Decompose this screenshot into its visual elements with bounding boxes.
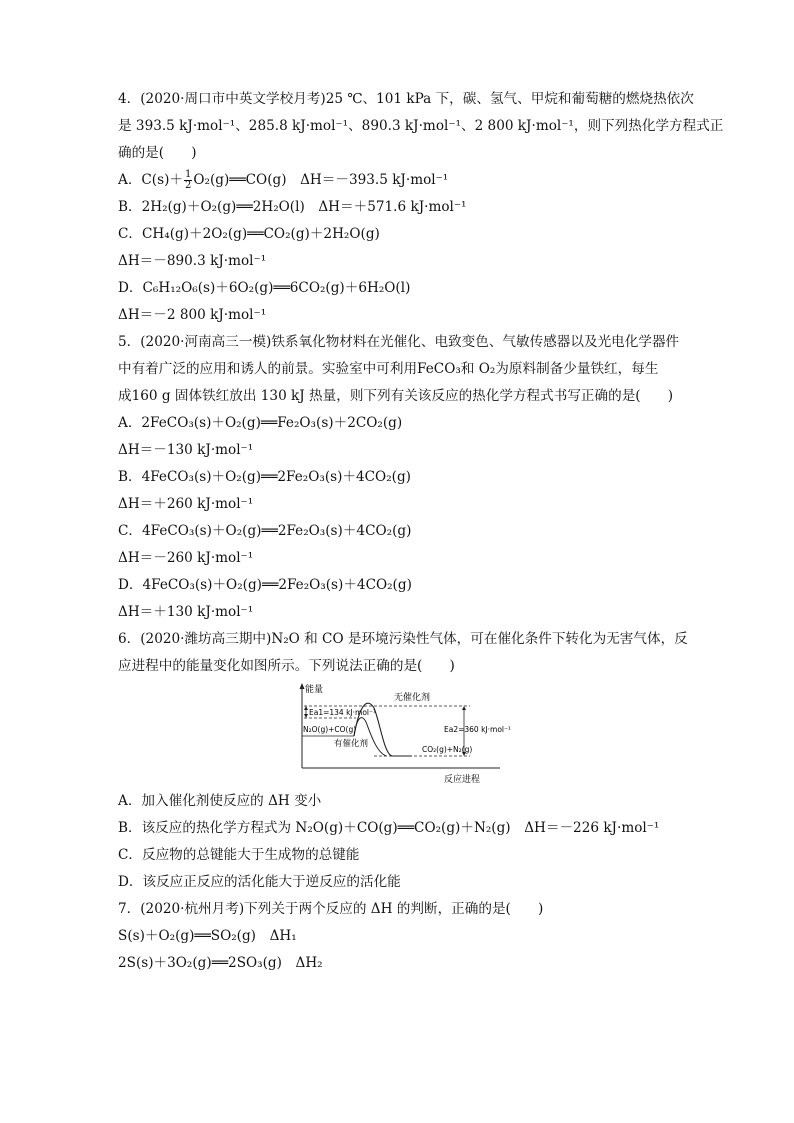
energy-diagram bbox=[294, 682, 511, 786]
y-axis-label: 能量 bbox=[305, 685, 324, 695]
ea1-arrow-head-top bbox=[304, 706, 308, 710]
q6-stem-line-1: 6．(2020·潍坊高三期中)N₂O 和 CO 是环境污染性气体，可在催化条件下转化为无害气体，反 bbox=[118, 631, 688, 647]
q5-option-b: B．4FeCO₃(s)＋O₂(g)══2Fe₂O₃(s)＋4CO₂(g) bbox=[118, 469, 411, 485]
q4-option-a-prefix: A．C(s)＋ bbox=[118, 172, 183, 188]
catalyst-curve bbox=[354, 718, 386, 756]
ea1-arrow-head-bottom bbox=[304, 714, 308, 718]
q6-option-b: B．该反应的热化学方程式为 N₂O(g)＋CO(g)══CO₂(g)＋N₂(g) ΔH＝－226 kJ·mol⁻¹ bbox=[118, 820, 660, 836]
products-label: CO₂(g)+N₂(g) bbox=[422, 745, 473, 754]
no-catalyst-label: 无催化剂 bbox=[394, 693, 431, 703]
y-axis-arrow bbox=[300, 683, 305, 689]
q5-option-b-enthalpy: ΔH＝＋260 kJ·mol⁻¹ bbox=[118, 496, 254, 512]
q4-stem-line-2: 是 393.5 kJ·mol⁻¹、285.8 kJ·mol⁻¹、890.3 kJ·mol⁻¹、2 800 kJ·mol⁻¹，则下列热化学方程式正 bbox=[118, 118, 724, 134]
with-catalyst-label: 有催化剂 bbox=[334, 739, 369, 749]
q5-option-a: A．2FeCO₃(s)＋O₂(g)══Fe₂O₃(s)＋2CO₂(g) bbox=[118, 415, 403, 431]
q4-option-c-enthalpy: ΔH＝－890.3 kJ·mol⁻¹ bbox=[118, 253, 267, 269]
ea2-label: Ea2=360 kJ·mol⁻¹ bbox=[444, 725, 511, 734]
q5-option-c: C．4FeCO₃(s)＋O₂(g)══2Fe₂O₃(s)＋4CO₂(g) bbox=[118, 523, 412, 539]
q4-option-a-suffix: O₂(g)══CO(g) ΔH＝－393.5 kJ·mol⁻¹ bbox=[193, 172, 449, 188]
q7-equation-2: 2S(s)＋3O₂(g)══2SO₃(g) ΔH₂ bbox=[118, 955, 323, 971]
q4-option-d-enthalpy: ΔH＝－2 800 kJ·mol⁻¹ bbox=[118, 307, 267, 323]
reactants-label: N₂O(g)+CO(g) bbox=[303, 725, 357, 734]
ea2-arrow-head-top bbox=[462, 706, 466, 710]
q7-stem-line-1: 7．(2020·杭州月考)下列关于两个反应的 ΔH 的判断，正确的是( ) bbox=[118, 901, 544, 917]
q5-option-d-enthalpy: ΔH＝＋130 kJ·mol⁻¹ bbox=[118, 604, 254, 620]
ea1-label: Ea1=134 kJ·mol⁻¹ bbox=[309, 708, 376, 717]
q4-option-d: D．C₆H₁₂O₆(s)＋6O₂(g)══6CO₂(g)＋6H₂O(l) bbox=[118, 280, 411, 296]
fraction-numerator: 1 bbox=[185, 169, 192, 180]
document-page bbox=[118, 86, 724, 977]
q4-stem-line-3: 确的是( ) bbox=[118, 145, 197, 161]
q5-option-a-enthalpy: ΔH＝－130 kJ·mol⁻¹ bbox=[118, 442, 254, 458]
q5-stem-line-1: 5．(2020·河南高三一模)铁系氧化物材料在光催化、电致变色、气敏传感器以及光电化学器件 bbox=[118, 334, 680, 350]
q6-option-c: C．反应物的总键能大于生成物的总键能 bbox=[118, 847, 360, 863]
fraction-denominator: 2 bbox=[185, 180, 192, 191]
q5-stem-line-2: 中有着广泛的应用和诱人的前景。实验室中可利用FeCO₃和 O₂为原料制备少量铁红，每生 bbox=[118, 361, 659, 377]
energy-profile-figure bbox=[118, 680, 678, 788]
q4-option-a-fraction bbox=[184, 170, 192, 191]
q4-stem-line-1: 4．(2020·周口市中英文学校月考)25 ℃、101 kPa 下，碳、氢气、甲烷和葡萄糖的燃烧热依次 bbox=[118, 91, 694, 107]
q4-option-a bbox=[118, 167, 678, 194]
q4-option-b: B．2H₂(g)＋O₂(g)══2H₂O(l) ΔH＝＋571.6 kJ·mol⁻¹ bbox=[118, 199, 467, 215]
q6-stem-line-2: 应进程中的能量变化如图所示。下列说法正确的是( ) bbox=[118, 658, 455, 674]
q5-stem-line-3: 成160 g 固体铁红放出 130 kJ 热量，则下列有关该反应的热化学方程式书写正确的是( ) bbox=[118, 388, 674, 404]
q4-option-c: C．CH₄(g)＋2O₂(g)══CO₂(g)＋2H₂O(g) bbox=[118, 226, 380, 242]
q7-equation-1: S(s)＋O₂(g)══SO₂(g) ΔH₁ bbox=[118, 928, 297, 944]
x-axis-label: 反应进程 bbox=[444, 775, 481, 785]
q6-option-d: D．该反应正反应的活化能大于逆反应的活化能 bbox=[118, 874, 401, 890]
q6-option-a: A．加入催化剂使反应的 ΔH 变小 bbox=[118, 793, 322, 809]
q5-option-c-enthalpy: ΔH＝－260 kJ·mol⁻¹ bbox=[118, 550, 254, 566]
q5-option-d: D．4FeCO₃(s)＋O₂(g)══2Fe₂O₃(s)＋4CO₂(g) bbox=[118, 577, 412, 593]
